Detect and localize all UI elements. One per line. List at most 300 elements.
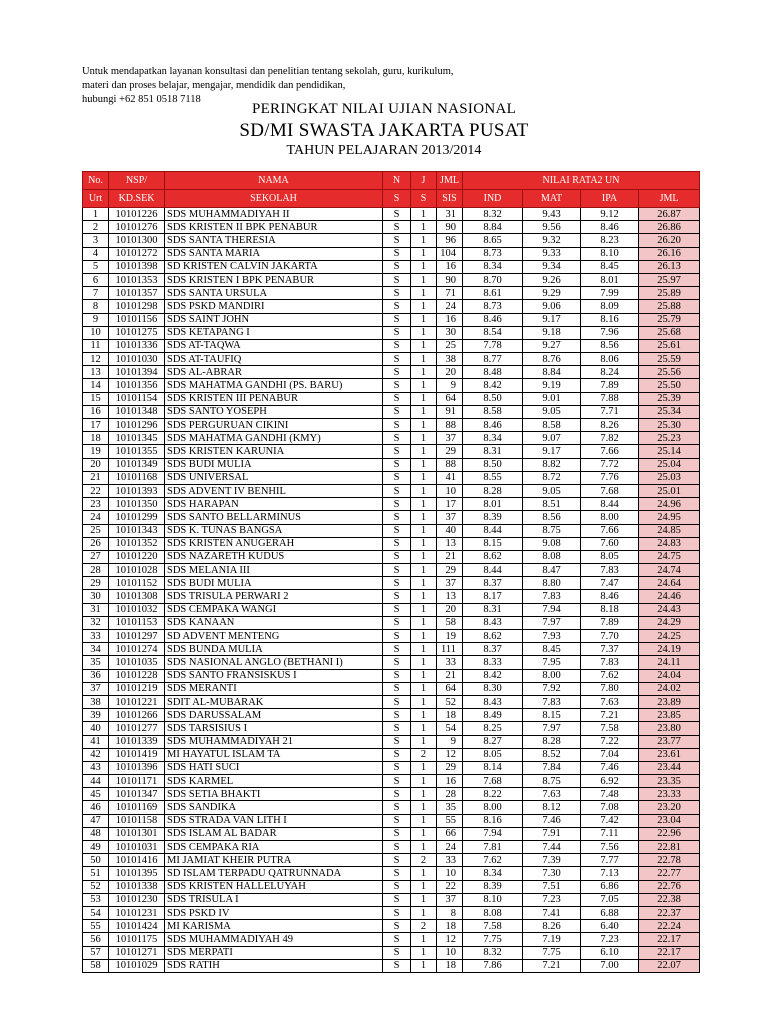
cell-kdsek: 10101395 [109, 867, 165, 880]
cell-sekolah: SDS KARMEL [165, 775, 383, 788]
cell-ipa: 7.82 [581, 432, 639, 445]
cell-ind: 8.49 [463, 709, 523, 722]
cell-jml-sis: 71 [437, 287, 463, 300]
cell-sekolah: SDS KRISTEN III PENABUR [165, 392, 383, 405]
cell-ns: S [383, 432, 411, 445]
cell-js: 1 [411, 722, 437, 735]
cell-ns: S [383, 801, 411, 814]
cell-no: 48 [83, 827, 109, 840]
cell-jml: 22.76 [639, 880, 700, 893]
cell-kdsek: 10101350 [109, 498, 165, 511]
cell-no: 56 [83, 933, 109, 946]
cell-js: 1 [411, 590, 437, 603]
cell-jml-sis: 37 [437, 893, 463, 906]
cell-mat: 7.63 [523, 788, 581, 801]
table-row [83, 841, 700, 854]
header-row-2 [83, 190, 700, 208]
cell-sekolah: SDS MAHATMA GANDHI (KMY) [165, 432, 383, 445]
cell-no: 54 [83, 906, 109, 919]
col-header-nsp: NSP/ [109, 172, 165, 190]
cell-no: 23 [83, 498, 109, 511]
cell-sekolah: SDS KANAAN [165, 616, 383, 629]
cell-jml-sis: 28 [437, 788, 463, 801]
cell-sekolah: MI KARISMA [165, 920, 383, 933]
cell-kdsek: 10101416 [109, 854, 165, 867]
cell-sekolah: SDS TRISULA I [165, 893, 383, 906]
cell-ns: S [383, 643, 411, 656]
cell-jml-sis: 12 [437, 748, 463, 761]
cell-ipa: 7.89 [581, 616, 639, 629]
cell-no: 49 [83, 841, 109, 854]
cell-mat: 7.21 [523, 959, 581, 972]
cell-js: 1 [411, 867, 437, 880]
cell-sekolah: SDS TARSISIUS I [165, 722, 383, 735]
cell-ind: 8.31 [463, 603, 523, 616]
cell-kdsek: 10101266 [109, 709, 165, 722]
cell-sekolah: SDS ISLAM AL BADAR [165, 827, 383, 840]
cell-ipa: 7.88 [581, 392, 639, 405]
cell-ns: S [383, 353, 411, 366]
cell-jml: 24.85 [639, 524, 700, 537]
cell-jml: 26.20 [639, 234, 700, 247]
cell-no: 43 [83, 761, 109, 774]
table-row [83, 854, 700, 867]
cell-ipa: 7.21 [581, 709, 639, 722]
cell-ind: 8.34 [463, 432, 523, 445]
cell-kdsek: 10101298 [109, 300, 165, 313]
cell-ipa: 7.47 [581, 577, 639, 590]
cell-js: 2 [411, 920, 437, 933]
cell-ns: S [383, 550, 411, 563]
cell-sekolah: SDS KRISTEN II BPK PENABUR [165, 221, 383, 234]
cell-ns: S [383, 814, 411, 827]
cell-no: 27 [83, 550, 109, 563]
cell-jml-sis: 10 [437, 867, 463, 880]
cell-ipa: 7.89 [581, 379, 639, 392]
cell-kdsek: 10101398 [109, 260, 165, 273]
cell-ns: S [383, 379, 411, 392]
cell-jml-sis: 31 [437, 208, 463, 221]
col-header-sis: SIS [437, 190, 463, 208]
cell-kdsek: 10101030 [109, 353, 165, 366]
cell-mat: 8.76 [523, 353, 581, 366]
cell-sekolah: SDS K. TUNAS BANGSA [165, 524, 383, 537]
cell-js: 1 [411, 564, 437, 577]
cell-ns: S [383, 484, 411, 497]
cell-mat: 9.05 [523, 484, 581, 497]
cell-sekolah: SDS MUHAMMADIYAH 21 [165, 735, 383, 748]
cell-ns: S [383, 603, 411, 616]
cell-js: 1 [411, 208, 437, 221]
col-header-ind: IND [463, 190, 523, 208]
col-header-mat: MAT [523, 190, 581, 208]
cell-mat: 9.56 [523, 221, 581, 234]
col-header-sekolah: SEKOLAH [165, 190, 383, 208]
cell-no: 2 [83, 221, 109, 234]
table-row [83, 814, 700, 827]
cell-ipa: 7.72 [581, 458, 639, 471]
cell-sekolah: SDS SANTA URSULA [165, 287, 383, 300]
cell-ind: 8.32 [463, 946, 523, 959]
cell-jml: 25.88 [639, 300, 700, 313]
cell-jml: 26.86 [639, 221, 700, 234]
cell-kdsek: 10101299 [109, 511, 165, 524]
col-header-kdsek: KD.SEK [109, 190, 165, 208]
cell-kdsek: 10101276 [109, 221, 165, 234]
cell-jml: 26.13 [639, 260, 700, 273]
table-row [83, 287, 700, 300]
cell-mat: 7.30 [523, 867, 581, 880]
cell-ind: 8.14 [463, 761, 523, 774]
cell-jml-sis: 18 [437, 959, 463, 972]
cell-sekolah: SDS KRISTEN I BPK PENABUR [165, 273, 383, 286]
cell-mat: 7.94 [523, 603, 581, 616]
cell-ns: S [383, 287, 411, 300]
cell-js: 1 [411, 959, 437, 972]
cell-ind: 8.37 [463, 643, 523, 656]
table-row [83, 867, 700, 880]
table-row [83, 656, 700, 669]
cell-mat: 9.27 [523, 339, 581, 352]
cell-jml: 24.74 [639, 564, 700, 577]
table-row [83, 471, 700, 484]
cell-kdsek: 10101175 [109, 933, 165, 946]
cell-ipa: 9.12 [581, 208, 639, 221]
cell-sekolah: SD ADVENT MENTENG [165, 630, 383, 643]
cell-js: 1 [411, 827, 437, 840]
cell-jml-sis: 18 [437, 709, 463, 722]
cell-no: 6 [83, 273, 109, 286]
cell-jml-sis: 37 [437, 511, 463, 524]
cell-kdsek: 10101272 [109, 247, 165, 260]
cell-ns: S [383, 748, 411, 761]
report-title: PERINGKAT NILAI UJIAN NASIONAL [251, 101, 517, 117]
cell-mat: 9.18 [523, 326, 581, 339]
cell-mat: 9.17 [523, 445, 581, 458]
cell-ns: S [383, 498, 411, 511]
cell-ns: S [383, 392, 411, 405]
col-header-s1: S [383, 190, 411, 208]
cell-kdsek: 10101394 [109, 366, 165, 379]
cell-js: 1 [411, 484, 437, 497]
cell-jml: 22.81 [639, 841, 700, 854]
cell-jml: 24.64 [639, 577, 700, 590]
cell-ns: S [383, 537, 411, 550]
ranking-table [82, 171, 700, 973]
cell-ind: 8.15 [463, 537, 523, 550]
cell-no: 31 [83, 603, 109, 616]
cell-jml-sis: 9 [437, 379, 463, 392]
cell-ind: 8.37 [463, 577, 523, 590]
cell-mat: 8.82 [523, 458, 581, 471]
cell-sekolah: SDS MELANIA III [165, 564, 383, 577]
cell-mat: 8.56 [523, 511, 581, 524]
cell-no: 32 [83, 616, 109, 629]
cell-sekolah: SDS KRISTEN ANUGERAH [165, 537, 383, 550]
cell-ind: 8.46 [463, 419, 523, 432]
cell-ipa: 8.46 [581, 221, 639, 234]
cell-no: 5 [83, 260, 109, 273]
table-row [83, 247, 700, 260]
cell-kdsek: 10101169 [109, 801, 165, 814]
cell-kdsek: 10101301 [109, 827, 165, 840]
cell-no: 34 [83, 643, 109, 656]
cell-jml: 24.46 [639, 590, 700, 603]
cell-sekolah: SDS BUDI MULIA [165, 577, 383, 590]
cell-no: 25 [83, 524, 109, 537]
cell-mat: 9.01 [523, 392, 581, 405]
cell-js: 1 [411, 432, 437, 445]
cell-js: 1 [411, 458, 437, 471]
cell-ns: S [383, 920, 411, 933]
cell-ipa: 8.05 [581, 550, 639, 563]
cell-jml-sis: 16 [437, 775, 463, 788]
cell-js: 1 [411, 511, 437, 524]
cell-ipa: 7.22 [581, 735, 639, 748]
cell-jml: 22.38 [639, 893, 700, 906]
cell-mat: 9.19 [523, 379, 581, 392]
cell-js: 1 [411, 616, 437, 629]
cell-ns: S [383, 867, 411, 880]
cell-mat: 8.28 [523, 735, 581, 748]
cell-no: 16 [83, 405, 109, 418]
cell-sekolah: SDS SAINT JOHN [165, 313, 383, 326]
cell-jml-sis: 64 [437, 392, 463, 405]
cell-ns: S [383, 458, 411, 471]
cell-js: 1 [411, 643, 437, 656]
cell-jml: 22.78 [639, 854, 700, 867]
cell-ind: 7.81 [463, 841, 523, 854]
cell-mat: 7.51 [523, 880, 581, 893]
cell-jml-sis: 17 [437, 498, 463, 511]
cell-mat: 7.46 [523, 814, 581, 827]
table-row [83, 748, 700, 761]
table-row [83, 946, 700, 959]
cell-jml-sis: 96 [437, 234, 463, 247]
cell-ipa: 7.23 [581, 933, 639, 946]
cell-kdsek: 10101419 [109, 748, 165, 761]
table-row [83, 537, 700, 550]
cell-mat: 9.07 [523, 432, 581, 445]
cell-ind: 8.17 [463, 590, 523, 603]
cell-no: 20 [83, 458, 109, 471]
cell-kdsek: 10101308 [109, 590, 165, 603]
cell-kdsek: 10101353 [109, 273, 165, 286]
cell-no: 26 [83, 537, 109, 550]
cell-jml-sis: 16 [437, 313, 463, 326]
cell-no: 41 [83, 735, 109, 748]
cell-js: 1 [411, 893, 437, 906]
cell-jml-sis: 88 [437, 458, 463, 471]
cell-kdsek: 10101348 [109, 405, 165, 418]
cell-ns: S [383, 234, 411, 247]
cell-ipa: 8.46 [581, 590, 639, 603]
cell-sekolah: SDS STRADA VAN LITH I [165, 814, 383, 827]
cell-kdsek: 10101154 [109, 392, 165, 405]
cell-no: 33 [83, 630, 109, 643]
col-header-urt: Urt [83, 190, 109, 208]
table-row [83, 260, 700, 273]
cell-kdsek: 10101221 [109, 695, 165, 708]
cell-ns: S [383, 854, 411, 867]
cell-no: 14 [83, 379, 109, 392]
cell-jml: 23.85 [639, 709, 700, 722]
cell-js: 1 [411, 880, 437, 893]
report-subtitle: SD/MI SWASTA JAKARTA PUSAT [239, 120, 529, 141]
cell-sekolah: SDS MUHAMMADIYAH 49 [165, 933, 383, 946]
cell-mat: 8.52 [523, 748, 581, 761]
cell-js: 1 [411, 695, 437, 708]
cell-kdsek: 10101396 [109, 761, 165, 774]
cell-js: 1 [411, 326, 437, 339]
cell-no: 12 [83, 353, 109, 366]
table-row [83, 458, 700, 471]
cell-jml-sis: 24 [437, 841, 463, 854]
cell-sekolah: SDS MAHATMA GANDHI (PS. BARU) [165, 379, 383, 392]
cell-kdsek: 10101352 [109, 537, 165, 550]
cell-jml: 25.34 [639, 405, 700, 418]
cell-jml-sis: 90 [437, 221, 463, 234]
cell-ns: S [383, 273, 411, 286]
cell-sekolah: SDS SANTO YOSEPH [165, 405, 383, 418]
cell-jml-sis: 21 [437, 550, 463, 563]
table-row [83, 590, 700, 603]
table-row [83, 379, 700, 392]
cell-jml-sis: 12 [437, 933, 463, 946]
cell-ipa: 6.10 [581, 946, 639, 959]
cell-ind: 8.39 [463, 880, 523, 893]
cell-ind: 8.55 [463, 471, 523, 484]
cell-mat: 9.06 [523, 300, 581, 313]
table-row [83, 564, 700, 577]
cell-no: 37 [83, 682, 109, 695]
cell-js: 1 [411, 761, 437, 774]
cell-sekolah: SDS HATI SUCI [165, 761, 383, 774]
cell-no: 55 [83, 920, 109, 933]
cell-sekolah: SDS KRISTEN HALLELUYAH [165, 880, 383, 893]
cell-jml-sis: 21 [437, 669, 463, 682]
cell-jml-sis: 20 [437, 603, 463, 616]
cell-mat: 8.75 [523, 775, 581, 788]
cell-jml: 24.75 [639, 550, 700, 563]
cell-js: 1 [411, 300, 437, 313]
cell-sekolah: SDIT AL-MUBARAK [165, 695, 383, 708]
cell-jml: 24.19 [639, 643, 700, 656]
cell-mat: 9.32 [523, 234, 581, 247]
cell-js: 1 [411, 287, 437, 300]
cell-mat: 8.15 [523, 709, 581, 722]
cell-no: 53 [83, 893, 109, 906]
cell-mat: 8.58 [523, 419, 581, 432]
cell-no: 1 [83, 208, 109, 221]
cell-kdsek: 10101347 [109, 788, 165, 801]
cell-no: 39 [83, 709, 109, 722]
cell-ipa: 7.42 [581, 814, 639, 827]
cell-ind: 8.73 [463, 300, 523, 313]
cell-kdsek: 10101357 [109, 287, 165, 300]
col-header-ns: N [383, 172, 411, 190]
cell-jml: 24.04 [639, 669, 700, 682]
cell-sekolah: SDS KRISTEN KARUNIA [165, 445, 383, 458]
cell-ns: S [383, 339, 411, 352]
cell-jml-sis: 40 [437, 524, 463, 537]
cell-kdsek: 10101274 [109, 643, 165, 656]
cell-ns: S [383, 722, 411, 735]
cell-mat: 8.84 [523, 366, 581, 379]
cell-ind: 7.78 [463, 339, 523, 352]
cell-mat: 9.26 [523, 273, 581, 286]
cell-ind: 8.48 [463, 366, 523, 379]
cell-no: 46 [83, 801, 109, 814]
cell-no: 8 [83, 300, 109, 313]
cell-ipa: 7.66 [581, 445, 639, 458]
cell-ind: 7.94 [463, 827, 523, 840]
cell-mat: 8.80 [523, 577, 581, 590]
cell-ipa: 7.46 [581, 761, 639, 774]
cell-sekolah: SDS UNIVERSAL [165, 471, 383, 484]
cell-mat: 9.08 [523, 537, 581, 550]
cell-js: 1 [411, 801, 437, 814]
cell-sekolah: SD ISLAM TERPADU QATRUNNADA [165, 867, 383, 880]
cell-ind: 8.00 [463, 801, 523, 814]
cell-ipa: 8.45 [581, 260, 639, 273]
cell-kdsek: 10101152 [109, 577, 165, 590]
cell-sekolah: MI HAYATUL ISLAM TA [165, 748, 383, 761]
cell-ind: 7.86 [463, 959, 523, 972]
cell-ns: S [383, 590, 411, 603]
cell-ipa: 7.63 [581, 695, 639, 708]
cell-ns: S [383, 775, 411, 788]
cell-js: 1 [411, 841, 437, 854]
cell-jml-sis: 9 [437, 735, 463, 748]
cell-js: 1 [411, 577, 437, 590]
cell-ipa: 7.11 [581, 827, 639, 840]
col-header-nilai: NILAI RATA2 UN [463, 172, 700, 190]
cell-ipa: 8.00 [581, 511, 639, 524]
cell-ns: S [383, 471, 411, 484]
cell-js: 1 [411, 445, 437, 458]
cell-jml-sis: 20 [437, 366, 463, 379]
cell-kdsek: 10101231 [109, 906, 165, 919]
cell-sekolah: SDS BUDI MULIA [165, 458, 383, 471]
cell-ind: 8.22 [463, 788, 523, 801]
cell-sekolah: SDS NAZARETH KUDUS [165, 550, 383, 563]
cell-jml-sis: 66 [437, 827, 463, 840]
cell-ind: 8.16 [463, 814, 523, 827]
cell-mat: 9.43 [523, 208, 581, 221]
cell-jml: 23.80 [639, 722, 700, 735]
cell-sekolah: SDS BUNDA MULIA [165, 643, 383, 656]
cell-no: 38 [83, 695, 109, 708]
table-row [83, 273, 700, 286]
cell-ipa: 7.08 [581, 801, 639, 814]
table-row [83, 234, 700, 247]
cell-jml: 24.11 [639, 656, 700, 669]
cell-ipa: 7.77 [581, 854, 639, 867]
table-row [83, 827, 700, 840]
cell-sekolah: SDS AT-TAQWA [165, 339, 383, 352]
cell-jml: 25.61 [639, 339, 700, 352]
cell-jml-sis: 18 [437, 920, 463, 933]
cell-ns: S [383, 511, 411, 524]
cell-kdsek: 10101349 [109, 458, 165, 471]
cell-mat: 7.83 [523, 695, 581, 708]
cell-ind: 8.32 [463, 208, 523, 221]
cell-ipa: 8.44 [581, 498, 639, 511]
cell-js: 1 [411, 946, 437, 959]
cell-jml: 23.89 [639, 695, 700, 708]
cell-no: 57 [83, 946, 109, 959]
